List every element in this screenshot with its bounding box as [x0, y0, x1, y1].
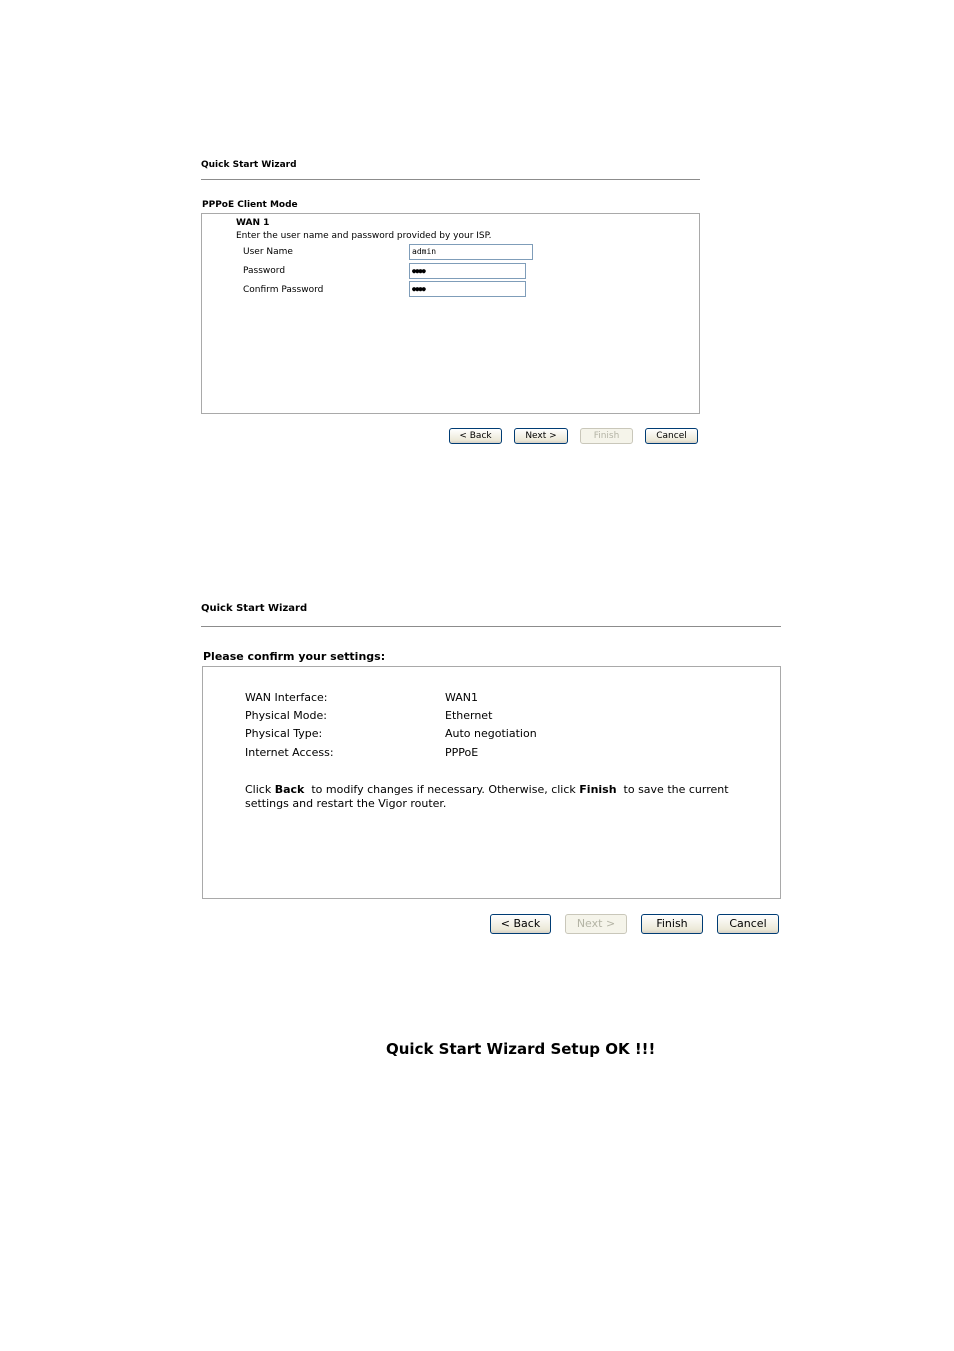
note-back-word: Back: [274, 783, 305, 796]
wizard1-title: Quick Start Wizard: [201, 160, 297, 170]
setting-label: Physical Type:: [245, 727, 323, 740]
note-text: to save the current: [616, 783, 729, 796]
wizard1-finish-button: Finish: [580, 428, 633, 444]
wizard2-title: Quick Start Wizard: [201, 603, 308, 614]
setting-value: Ethernet: [445, 709, 493, 722]
wizard2-back-button[interactable]: < Back: [490, 914, 551, 934]
note-text: to modify changes if necessary. Otherwise, click: [304, 783, 580, 796]
wizard1-cancel-button[interactable]: Cancel: [645, 428, 698, 444]
confirm-password-input[interactable]: ●●●●: [409, 281, 526, 297]
wizard2-divider: [201, 626, 781, 627]
password-label: Password: [243, 266, 286, 276]
setting-label: WAN Interface:: [245, 691, 328, 704]
note-text: Click: [245, 783, 275, 796]
setting-value: PPPoE: [445, 746, 479, 759]
wan-label: WAN 1: [236, 218, 270, 228]
setting-value: Auto negotiation: [445, 727, 537, 740]
wizard2-finish-button[interactable]: Finish: [641, 914, 703, 934]
instruction-text: Enter the user name and password provided by your ISP.: [236, 231, 492, 241]
setting-label: Internet Access:: [245, 746, 334, 759]
wizard2-next-button: Next >: [565, 914, 627, 934]
wizard1-next-button[interactable]: Next >: [514, 428, 568, 444]
confirm-note-line1: [245, 783, 729, 796]
note-finish-word: Finish: [579, 783, 617, 796]
user-name-input[interactable]: admin: [409, 244, 533, 260]
wizard2-section-title: Please confirm your settings:: [203, 650, 386, 663]
wizard1-back-button[interactable]: < Back: [449, 428, 502, 444]
wizard2-panel: [202, 666, 781, 899]
wizard2-cancel-button[interactable]: Cancel: [717, 914, 779, 934]
wizard1-panel: [201, 213, 700, 414]
confirm-note-line2: settings and restart the Vigor router.: [245, 797, 447, 810]
setup-ok-message: Quick Start Wizard Setup OK !!!: [386, 1040, 656, 1058]
user-name-label: User Name: [243, 247, 293, 257]
password-input[interactable]: ●●●●: [409, 263, 526, 279]
confirm-password-label: Confirm Password: [243, 285, 324, 295]
setting-value: WAN1: [445, 691, 479, 704]
wizard1-section-title: PPPoE Client Mode: [202, 200, 298, 210]
wizard1-divider: [201, 179, 700, 180]
setting-label: Physical Mode:: [245, 709, 327, 722]
